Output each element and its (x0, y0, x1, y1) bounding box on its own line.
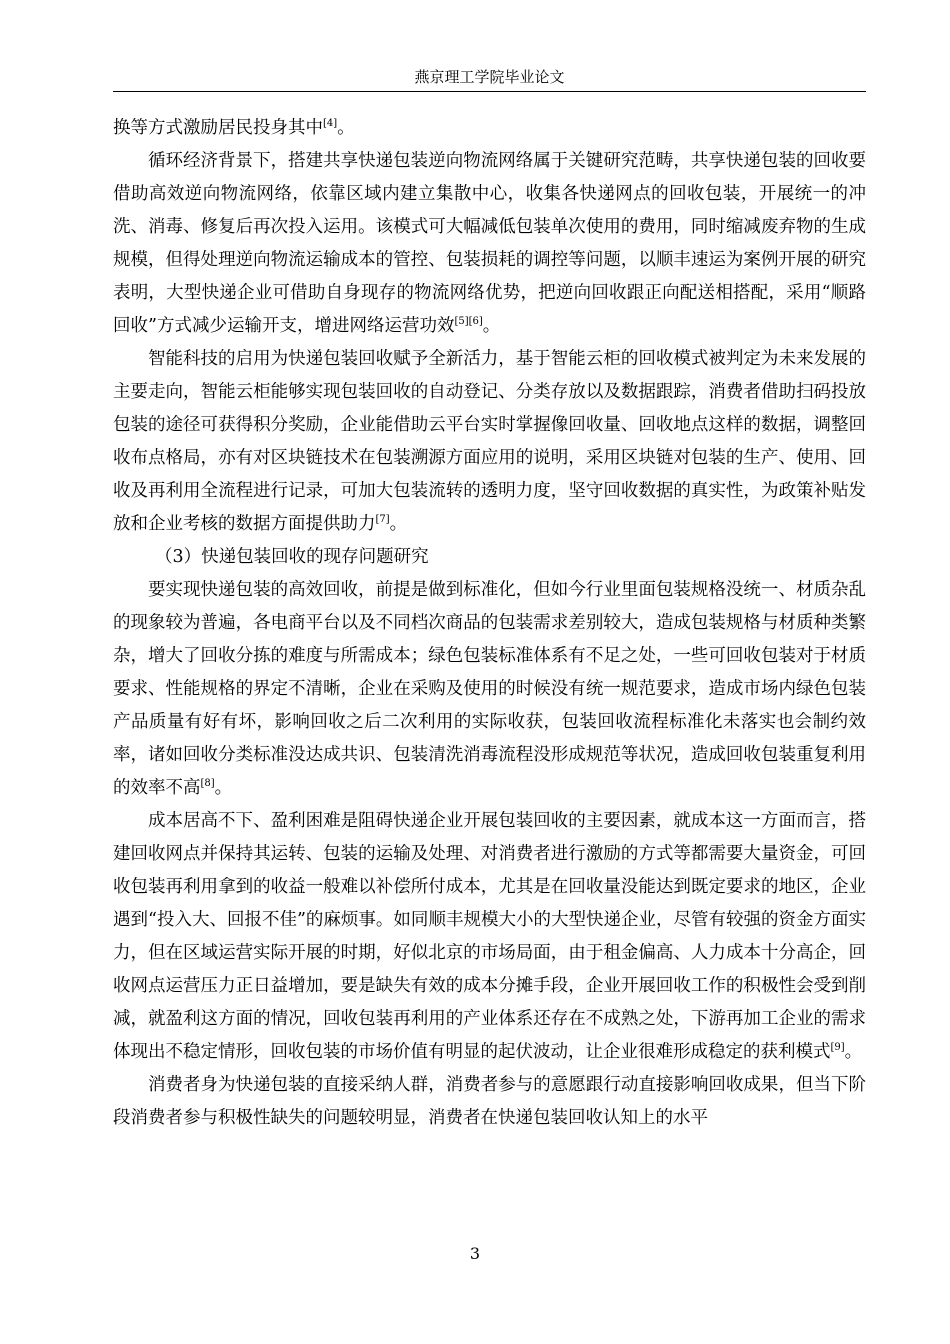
paragraph-continuation (113, 112, 866, 145)
citation-ref: [8] (200, 778, 215, 790)
paragraph-tail: 。 (389, 514, 408, 534)
citation-ref: [9] (830, 1042, 845, 1054)
citation-ref: [4] (323, 118, 338, 130)
paragraph-text: 循环经济背景下，搭建共享快递包装逆向物流网络属于关键研究范畴，共享快递包装的回收要借助高效逆向物流网络，依靠区域内建立集散中心，收集各快递网点的回收包装，开展统一的冲洗、消毒、修复后再次投入运用。该模式可大幅减低包装单次使用的费用，同时缩减废弃物的生成规模，但得处理逆向物流运输成本的管控、包装损耗的调控等问题，以顺丰速运为案例开展的研究表明，大型快递企业可借助自身现存的物流网络优势，把逆向回收跟正向配送相搭配，采用“顺路回收”方式减少运输开支，增进网络运营功效 (113, 151, 866, 336)
paragraph-smart-tech (113, 343, 866, 541)
page-header-title: 燕京理工学院毕业论文 (414, 68, 565, 86)
section-subheading (113, 541, 866, 574)
paragraph-reverse-logistics (113, 145, 866, 343)
citation-ref: [5][6] (454, 316, 483, 328)
paragraph-tail: 。 (337, 118, 355, 138)
paragraph-text: 要实现快递包装的高效回收，前提是做到标准化，但如今行业里面包装规格没统一、材质杂乱的现象较为普遍，各电商平台以及不同档次商品的包装需求差别较大，造成包装规格与材质种类繁杂，增大了回收分拣的难度与所需成本；绿色包装标准体系有不足之处，一些可回收包装对于材质要求、性能规格的界定不清晰，企业在采购及使用的时候没有统一规范要求，造成市场内绿色包装产品质量有好有坏，影响回收之后二次利用的实际收获，包装回收流程标准化未落实也会制约效率，诸如回收分类标准没达成共识、包装清洗消毒流程没形成规范等状况，造成回收包装重复利用的效率不高 (113, 580, 866, 798)
paragraph-tail: 。 (214, 778, 233, 798)
paragraph-text: 智能科技的启用为快递包装回收赋予全新活力，基于智能云柜的回收模式被判定为未来发展的主要走向，智能云柜能够实现包装回收的自动登记、分类存放以及数据跟踪，消费者借助扫码投放包装的途径可获得积分奖励，企业能借助云平台实时掌握像回收量、回收地点这样的数据，调整回收布点格局，亦有对区块链技术在包装溯源方面应用的说明，采用区块链对包装的生产、使用、回收及再利用全流程进行记录，可加大包装流转的透明力度，坚守回收数据的真实性，为政策补贴发放和企业考核的数据方面提供助力 (113, 349, 866, 534)
body-text (113, 112, 866, 1135)
citation-ref: [7] (375, 514, 390, 526)
paragraph-text: 消费者身为快递包装的直接采纳人群，消费者参与的意愿跟行动直接影响回收成果，但当下阶段消费者参与积极性缺失的问题较明显，消费者在快递包装回收认知上的水平 (113, 1075, 866, 1128)
paragraph-tail: 。 (482, 316, 501, 336)
paragraph-consumer-participation (113, 1069, 866, 1135)
paragraph-text: 换等方式激励居民投身其中 (113, 118, 323, 138)
paragraph-standardization (113, 574, 866, 805)
page-number: 3 (469, 1244, 481, 1263)
subheading-text: （3）快递包装回收的现存问题研究 (155, 547, 429, 567)
paragraph-tail: 。 (844, 1042, 863, 1062)
paragraph-text: 成本居高不下、盈利困难是阻碍快递企业开展包装回收的主要因素，就成本这一方面而言，搭建回收网点并保持其运转、包装的运输及处理、对消费者进行激励的方式等都需要大量资金，可回收包装再利用拿到的收益一般难以补偿所付成本，尤其是在回收量没能达到既定要求的地区，企业遇到“投入大、回报不佳”的麻烦事。如同顺丰规模大小的大型快递企业，尽管有较强的资金方面实力，但在区域运营实际开展的时期，好似北京的市场局面，由于租金偏高、人力成本十分高企，回收网点运营压力正日益增加，要是缺失有效的成本分摊手段，企业开展回收工作的积极性会受到削减，就盈利这方面的情况，回收包装再利用的产业体系还存在不成熟之处，下游再加工企业的需求体现出不稳定情形，回收包装的市场价值有明显的起伏波动，让企业很难形成稳定的获利模式 (113, 811, 866, 1062)
header-rule (113, 91, 866, 92)
paragraph-cost-profit (113, 805, 866, 1069)
